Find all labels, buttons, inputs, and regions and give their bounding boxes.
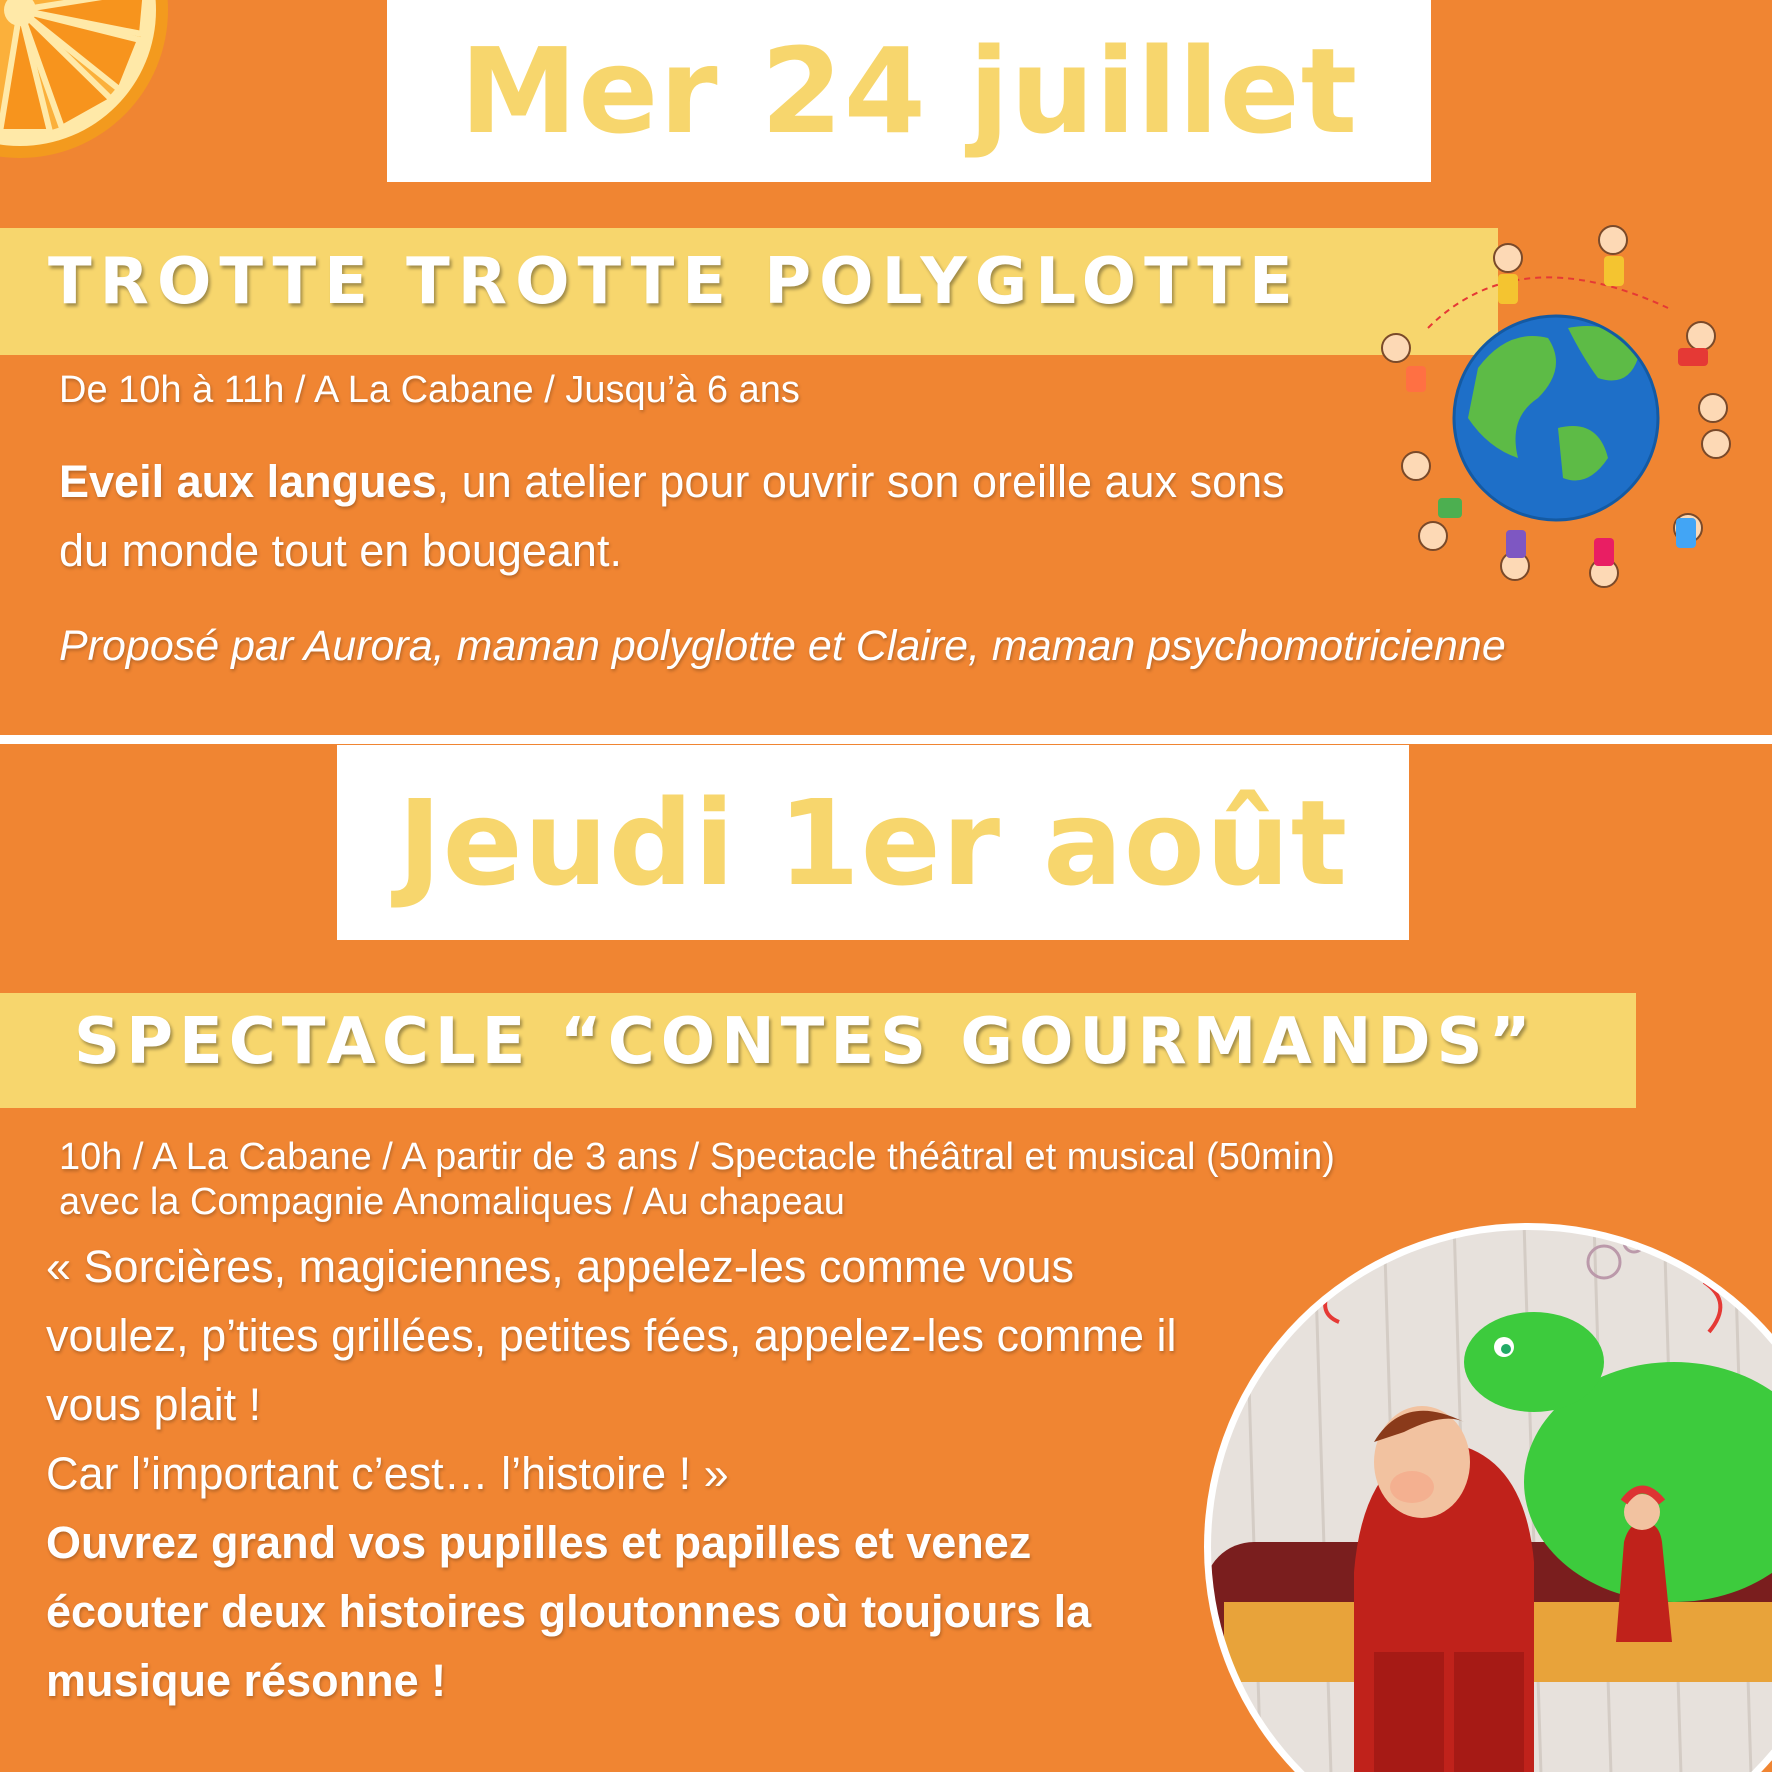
event1-description [59,447,1359,585]
storyteller-illustration [1204,1222,1772,1772]
event2-info [59,1135,1335,1225]
event2-date-box [337,745,1409,940]
event2-info-line1: 10h / A La Cabane / A partir de 3 ans / Spectacle théâtral et musical (50min) [59,1136,1335,1178]
event1-desc-line2: du monde tout en bougeant. [59,525,622,576]
event1-desc-rest: , un atelier pour ouvrir son oreille aux sons [436,456,1285,507]
event1-title: TROTTE TROTTE POLYGLOTTE [48,245,1301,319]
event2-quote-line4: Car l’important c’est… l’histoire ! » [46,1448,729,1499]
event1-info: De 10h à 11h / A La Cabane / Jusqu’à 6 ans [59,369,800,411]
event2-date: Jeudi 1er août [397,773,1349,912]
event2-bold-line3: musique résonne ! [46,1655,447,1706]
event1-date: Mer 24 juillet [459,22,1359,160]
event2-bold-line2: écouter deux histoires gloutonnes où toujours la [46,1586,1092,1637]
event1-desc-bold: Eveil aux langues [59,456,437,507]
event2-quote-line1: « Sorcières, magiciennes, appelez-les comme vous [46,1241,1074,1292]
event2-info-line2: avec la Compagnie Anomaliques / Au chapeau [59,1181,845,1223]
event1-credit: Proposé par Aurora, maman polyglotte et Claire, maman psychomotricienne [59,622,1506,670]
event2-title: SPECTACLE “CONTES GOURMANDS” [74,1005,1537,1079]
section-divider [0,735,1772,744]
event2-description [46,1232,1226,1715]
event2-quote-line2: voulez, p’tites grillées, petites fées, appelez-les comme il [46,1310,1177,1361]
orange-slice-icon [0,0,170,160]
event2-bold-line1: Ouvrez grand vos pupilles et papilles et venez [46,1517,1032,1568]
globe-children-illustration [1368,218,1758,618]
event1-date-box [387,0,1431,182]
event2-quote-line3: vous plait ! [46,1379,262,1430]
